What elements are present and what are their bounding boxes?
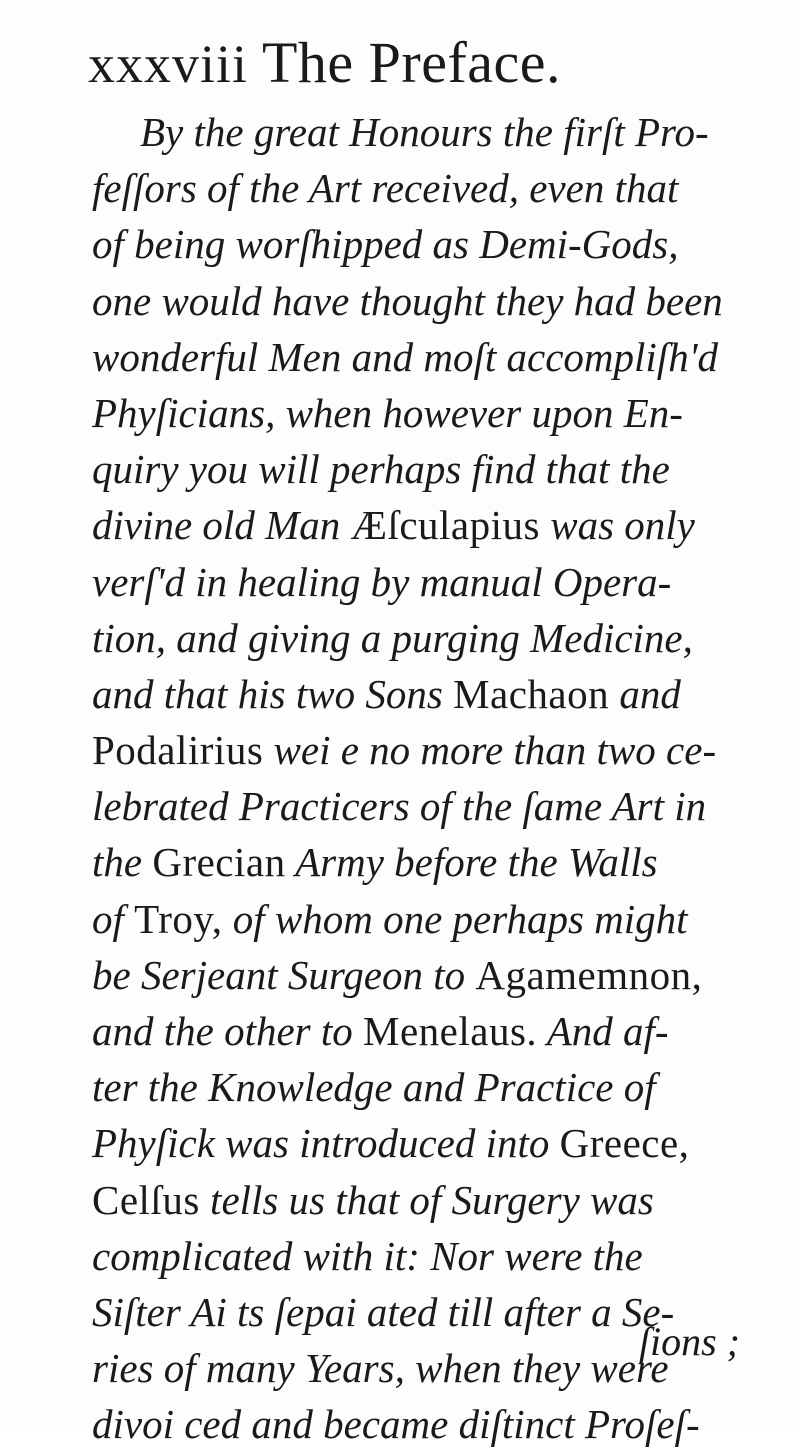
- italic-text: ries of many Years, when they were: [92, 1345, 669, 1392]
- text-line: [92, 329, 740, 385]
- text-line: [92, 104, 740, 160]
- running-header: [88, 28, 561, 99]
- text-line: [92, 610, 740, 666]
- italic-text: lebrated Practicers of the ſame Art in: [92, 783, 707, 830]
- roman-text: Greece,: [559, 1120, 690, 1167]
- roman-text: Menelaus.: [363, 1008, 538, 1054]
- italic-text: tion, and giving a purging Medicine,: [92, 614, 693, 661]
- text-line: [92, 441, 740, 497]
- text-line: [92, 497, 740, 553]
- roman-text: Agamemnon,: [475, 951, 703, 998]
- text-line: [92, 666, 740, 722]
- italic-text: and: [609, 670, 681, 717]
- italic-text: Army before the Walls: [285, 839, 658, 886]
- text-line: [92, 1396, 740, 1452]
- text-line: [92, 1059, 740, 1115]
- roman-text: Machaon: [453, 670, 610, 717]
- roman-text: Podalirius: [92, 727, 264, 774]
- italic-text: wei e no more than two ce-: [263, 727, 717, 774]
- body-text: [92, 104, 740, 1453]
- text-line: [92, 1115, 740, 1171]
- italic-text: verſ'd in healing by manual Opera-: [92, 558, 672, 605]
- italic-text: divine old Man: [92, 502, 351, 549]
- italic-text: Phyſicians, when however upon En-: [92, 389, 683, 436]
- text-line: [92, 1228, 740, 1284]
- text-line: [92, 554, 740, 610]
- italic-text: divoi ced and became diſtinct Proſeſ-: [92, 1401, 700, 1448]
- roman-text: Æſculapius: [350, 502, 540, 549]
- text-line: [92, 834, 740, 890]
- roman-text: Troy,: [134, 895, 223, 942]
- italic-text: Siſter Ai ts ſepai ated till after a Se-: [92, 1288, 675, 1335]
- roman-text: Grecian: [152, 839, 286, 886]
- page-number: xxxviii: [88, 34, 249, 94]
- italic-text: of being worſhipped as Demi-Gods,: [92, 221, 679, 268]
- italic-text: of whom one perhaps might: [222, 895, 688, 942]
- italic-text: of: [92, 895, 135, 942]
- text-line: [92, 891, 740, 947]
- italic-text: one would have thought they had been: [92, 277, 723, 324]
- italic-text: be Serjeant Surgeon to: [92, 951, 476, 998]
- italic-text: tells us that of Surgery was: [199, 1176, 654, 1223]
- italic-text: quiry you will perhaps find that the: [92, 446, 670, 493]
- text-line: [92, 722, 740, 778]
- italic-text: By the great Honours the firſt Pro-: [140, 109, 709, 155]
- text-line: [92, 160, 740, 216]
- text-line: [92, 385, 740, 441]
- italic-text: the: [92, 839, 153, 886]
- italic-text: And af-: [537, 1008, 669, 1054]
- italic-text: ter the Knowledge and Practice of: [92, 1064, 656, 1111]
- italic-text: feſſors of the Art received, even that: [92, 165, 679, 212]
- italic-text: and that his two Sons: [92, 670, 454, 717]
- text-line: [92, 947, 740, 1003]
- text-line: [92, 1172, 740, 1228]
- italic-text: and the other to: [92, 1008, 364, 1054]
- italic-text: complicated with it: Nor were the: [92, 1232, 643, 1279]
- italic-text: wonderful Men and moſt accompliſh'd: [92, 333, 718, 380]
- italic-text: Phyſick was introduced into: [92, 1120, 560, 1167]
- running-title: The Preface.: [261, 30, 561, 95]
- catchword: ſions ;: [638, 1319, 740, 1364]
- text-line: [92, 778, 740, 834]
- text-line: [92, 273, 740, 329]
- italic-text: was only: [539, 502, 695, 549]
- roman-text: Celſus: [92, 1176, 200, 1223]
- text-line: [92, 1003, 740, 1059]
- text-line: [92, 216, 740, 272]
